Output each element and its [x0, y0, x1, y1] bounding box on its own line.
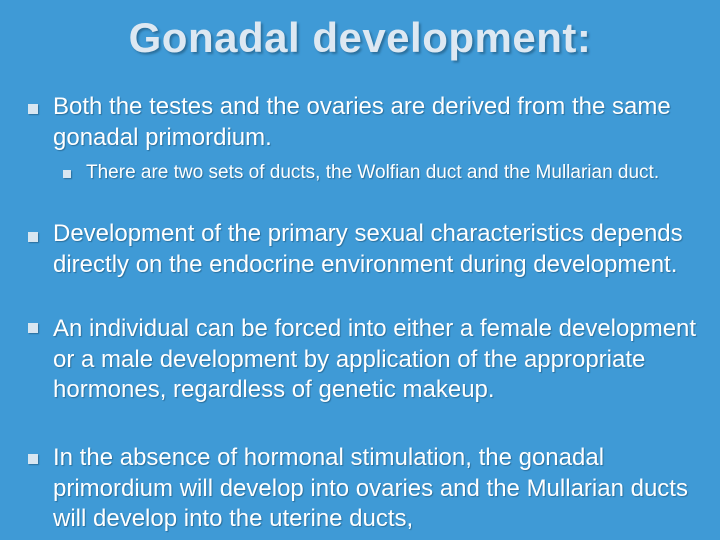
sub-bullet-item-1: There are two sets of ducts, the Wolfian duct and the Mullarian duct.	[86, 162, 660, 183]
square-bullet-icon	[28, 454, 38, 464]
square-bullet-icon	[63, 170, 71, 178]
bullet-item-2: Development of the primary sexual characteristics depends directly on the endocrine environment during development.	[53, 220, 683, 278]
bullet-item-1: Both the testes and the ovaries are derived from the same gonadal primordium.	[53, 93, 671, 151]
bullet-item-4: In the absence of hormonal stimulation, the gonadal primordium will develop into ovaries and the Mullarian ducts will develop into the uterine ducts,	[53, 444, 688, 532]
bullet-item-3: An individual can be forced into either a female development or a male development by application of the appropriate hormones, regardless of genetic makeup.	[53, 315, 697, 403]
slide-title: Gonadal development:	[128, 14, 592, 61]
square-bullet-icon	[28, 232, 38, 242]
square-bullet-icon	[28, 323, 38, 333]
square-bullet-icon	[28, 104, 38, 114]
